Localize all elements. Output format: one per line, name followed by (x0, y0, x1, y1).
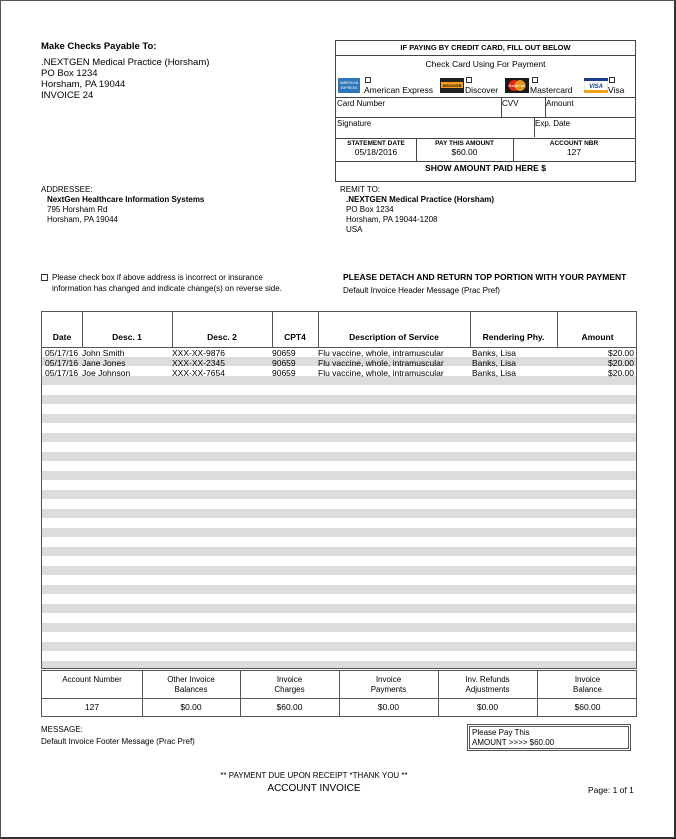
cell-cpt4: 90659 (272, 348, 296, 358)
column-divider (470, 312, 471, 348)
addressee-name: NextGen Healthcare Information Systems (47, 195, 205, 204)
row-stripe (42, 528, 636, 537)
statement-date-cell (336, 139, 416, 162)
exp-date-field[interactable] (534, 118, 635, 137)
remit-name: .NEXTGEN Medical Practice (Horsham) (346, 195, 495, 204)
summary-header-line: Balance (573, 685, 602, 694)
cell-rendering-phy: Banks, Lisa (472, 358, 516, 368)
cvv-label: CVV (502, 99, 519, 108)
column-divider (272, 312, 273, 348)
discover-label: Discover (465, 85, 499, 95)
please-pay-label: Please Pay This (472, 728, 530, 737)
amex-checkbox[interactable] (365, 77, 371, 83)
payable-address1: PO Box 1234 (41, 68, 98, 79)
cell-desc2: XXX-XX-7654 (172, 368, 225, 378)
payable-address (41, 57, 209, 101)
amex-logo-text-2: EXPRESS (340, 86, 358, 90)
header-date: Date (52, 332, 72, 342)
cell-description: Flu vaccine, whole, intramuscular (318, 368, 444, 378)
signature-label: Signature (337, 119, 372, 128)
table-row (42, 358, 636, 368)
credit-card-box (335, 40, 636, 182)
summary-balance: $60.00 (574, 702, 601, 712)
amex-logo-text-1: AMERICAN (339, 81, 359, 85)
mastercard-label: Mastercard (530, 85, 573, 95)
please-pay-box (467, 724, 631, 751)
check-card-label: Check Card Using For Payment (425, 59, 546, 69)
addressee-address2: Horsham, PA 19044 (47, 215, 119, 224)
summary-account-number: 127 (84, 702, 100, 712)
address-change-notice (41, 272, 282, 294)
amount-label: Amount (546, 99, 574, 108)
cell-amount: $20.00 (608, 358, 634, 368)
row-stripe (42, 452, 636, 461)
visa-logo-text: VISA (588, 84, 604, 90)
cell-rendering-phy: Banks, Lisa (472, 368, 516, 378)
please-pay-inner (469, 726, 629, 749)
card-number-field[interactable] (336, 98, 501, 117)
footer-message: Default Invoice Footer Message (Prac Pref) (41, 737, 195, 746)
cell-cpt4: 90659 (272, 368, 296, 378)
card-number-row (336, 97, 635, 117)
page-number: Page: 1 of 1 (588, 785, 634, 795)
visa-checkbox[interactable] (609, 77, 615, 83)
address-change-checkbox[interactable] (41, 274, 48, 281)
table-row (42, 348, 636, 358)
mastercard-checkbox[interactable] (532, 77, 538, 83)
summary-header-charges (240, 675, 339, 695)
row-stripe (42, 490, 636, 499)
summary-header-line: Balances (174, 685, 208, 694)
header-amount: Amount (581, 332, 614, 342)
summary-header-payments (339, 675, 438, 695)
amex-label: American Express (364, 85, 433, 95)
row-stripe (42, 623, 636, 632)
pay-this-amount-label: PAY THIS AMOUNT (435, 140, 494, 147)
header-description: Description of Service (349, 332, 439, 342)
row-stripe (42, 414, 636, 423)
cell-desc1: Jane Jones (82, 358, 126, 368)
summary-charges: $60.00 (276, 702, 303, 712)
footer-message-block (41, 724, 195, 748)
summary-header-account (42, 675, 142, 685)
header-message: Default Invoice Header Message (Prac Pref) (343, 286, 500, 295)
notice-line1: Please check box if above address is incorrect or insurance (52, 273, 263, 282)
summary-other-balances: $0.00 (180, 702, 202, 712)
remit-country: USA (346, 225, 363, 234)
cell-date: 05/17/16 (45, 358, 79, 368)
statement-date-label: STATEMENT DATE (347, 140, 405, 147)
statement-date-value: 05/18/2016 (354, 147, 398, 157)
row-stripe (42, 585, 636, 594)
row-stripe (42, 395, 636, 404)
cell-cpt4: 90659 (272, 358, 296, 368)
summary-header-balance (537, 675, 638, 695)
cell-desc2: XXX-XX-2345 (172, 358, 225, 368)
cell-description: Flu vaccine, whole, intramuscular (318, 358, 444, 368)
mastercard-logo-text: MasterCard (508, 84, 526, 88)
row-stripe (42, 433, 636, 442)
exp-date-label: Exp. Date (535, 119, 571, 128)
payment-due-note: ** PAYMENT DUE UPON RECEIPT *THANK YOU ** (220, 771, 408, 780)
addressee-label: ADDRESSEE: (41, 185, 93, 194)
summary-table (41, 670, 637, 717)
mastercard-logo-icon (505, 78, 529, 93)
payable-address2: Horsham, PA 19044 (41, 79, 126, 90)
card-options (336, 76, 635, 96)
header-cpt4: CPT4 (284, 332, 306, 342)
pay-this-amount-cell (416, 139, 513, 162)
summary-header-line: Inv. Refunds (465, 675, 510, 684)
please-pay-amount: AMOUNT >>>> $60.00 (472, 738, 555, 747)
addressee-address1: 795 Horsham Rd (47, 205, 108, 214)
column-divider (172, 312, 173, 348)
summary-header-line: Invoice (574, 675, 601, 684)
divider (336, 161, 635, 162)
summary-header-line: Other Invoice (167, 675, 215, 684)
cell-desc1: Joe Johnson (82, 368, 131, 378)
invoice-number: INVOICE 24 (41, 90, 94, 101)
summary-header-line: Payments (370, 685, 407, 694)
visa-logo-icon (584, 78, 608, 93)
row-stripe (42, 471, 636, 480)
summary-header-other-balances (142, 675, 240, 695)
pay-this-amount-value: $60.00 (451, 147, 478, 157)
cell-amount: $20.00 (608, 348, 634, 358)
credit-card-title: IF PAYING BY CREDIT CARD, FILL OUT BELOW (336, 41, 635, 56)
row-stripe (42, 604, 636, 613)
cell-desc2: XXX-XX-9876 (172, 348, 225, 358)
signature-field[interactable] (336, 118, 534, 137)
message-label: MESSAGE: (41, 725, 83, 734)
header-desc2: Desc. 2 (207, 332, 237, 342)
discover-logo-icon (440, 78, 464, 93)
remit-block (340, 185, 494, 235)
row-stripe (42, 642, 636, 651)
column-divider (82, 312, 83, 348)
summary-header-line: Charges (274, 685, 305, 694)
account-nbr-label: ACCOUNT NBR (549, 140, 599, 147)
summary-header-line: Invoice (375, 675, 402, 684)
show-amount-paid[interactable]: SHOW AMOUNT PAID HERE $ (425, 163, 546, 173)
discover-logo-text: DISCOVER (442, 84, 462, 88)
column-divider (318, 312, 319, 348)
cell-rendering-phy: Banks, Lisa (472, 348, 516, 358)
header-rendering-phy: Rendering Phy. (482, 332, 545, 342)
document-title: ACCOUNT INVOICE (267, 783, 361, 794)
cell-amount: $20.00 (608, 368, 634, 378)
cvv-field[interactable] (501, 98, 545, 117)
row-stripe (42, 547, 636, 556)
addressee-block (41, 185, 204, 225)
account-nbr-value: 127 (566, 147, 582, 157)
header-desc1: Desc. 1 (112, 332, 142, 342)
remit-address1: PO Box 1234 (346, 205, 394, 214)
signature-row (336, 117, 635, 137)
visa-label: Visa (608, 85, 625, 95)
row-stripe (42, 509, 636, 518)
statement-row (336, 138, 635, 162)
cell-description: Flu vaccine, whole, intramuscular (318, 348, 444, 358)
row-stripe (42, 566, 636, 575)
summary-header-line: Adjustments (465, 685, 510, 694)
amex-logo-icon (338, 78, 360, 93)
remit-label: REMIT TO: (340, 185, 381, 194)
summary-header-line: Invoice (276, 675, 303, 684)
discover-checkbox[interactable] (466, 77, 472, 83)
detach-instruction: PLEASE DETACH AND RETURN TOP PORTION WITH YOUR PAYMENT (343, 272, 627, 282)
remit-address2: Horsham, PA 19044-1208 (346, 215, 438, 224)
notice-line2: information has changed and indicate change(s) on reverse side. (52, 284, 282, 293)
cell-date: 05/17/16 (45, 348, 79, 358)
column-divider (557, 312, 558, 348)
card-number-label: Card Number (337, 99, 386, 108)
account-nbr-cell (513, 139, 635, 162)
amount-field[interactable] (545, 98, 635, 117)
summary-header-line: Account Number (62, 675, 122, 684)
cell-desc1: John Smith (82, 348, 125, 358)
payable-name: .NEXTGEN Medical Practice (Horsham) (41, 57, 210, 68)
line-items-table (41, 311, 637, 669)
summary-adjustments: $0.00 (476, 702, 499, 712)
row-stripe (42, 661, 636, 669)
table-row (42, 368, 636, 378)
summary-payments: $0.00 (377, 702, 400, 712)
cell-date: 05/17/16 (45, 368, 79, 378)
summary-header-adjustments (438, 675, 537, 695)
payable-title: Make Checks Payable To: (41, 41, 157, 52)
